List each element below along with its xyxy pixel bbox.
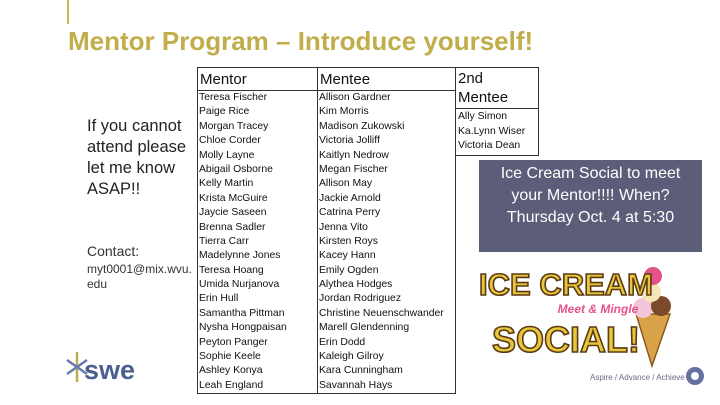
mentee-name: Jackie Arnold	[319, 192, 381, 204]
mentee-name: Allison May	[319, 178, 373, 190]
mentee-name: Madison Zukowski	[319, 120, 405, 132]
mentor-header: Mentor	[198, 68, 318, 91]
mentee-name: Kara Cunningham	[319, 365, 403, 377]
mentor-name: Kelly Martin	[199, 178, 254, 190]
mentor-name: Tierra Carr	[199, 235, 249, 247]
mentor-name: Erin Hull	[199, 293, 239, 305]
mentor-name: Ashley Konya	[199, 365, 263, 377]
mentee-name: Kirsten Roys	[319, 235, 378, 247]
mentee-name: Alythea Hodges	[319, 279, 393, 291]
mentee-name: Catrina Perry	[319, 207, 381, 219]
mentor-name: Samantha Pittman	[199, 307, 285, 319]
mentee-name: Jenna Vito	[319, 221, 368, 233]
second-mentee-name: Ally Simon	[458, 111, 508, 122]
second-mentee-name: Victoria Dean	[458, 140, 521, 152]
second-mentee-name: Ka.Lynn Wiser	[458, 125, 526, 137]
mentor-name: Teresa Fischer	[199, 92, 268, 103]
footer-tagline: Aspire / Advance / Achieve	[590, 373, 685, 382]
mentor-name: Peyton Panger	[199, 336, 268, 348]
mentor-name: Molly Layne	[199, 149, 255, 161]
ice-cream-social-notice: Ice Cream Social to meet your Mentor!!!! When? Thursday Oct. 4 at 5:30	[479, 160, 702, 252]
mentee-name: Megan Fischer	[319, 163, 388, 175]
swe-brand: swe	[84, 355, 136, 385]
mentor-name: Nysha Hongpaisan	[199, 322, 287, 334]
corner-logo-icon	[686, 367, 704, 385]
mentee-name: Kacey Hann	[319, 250, 376, 262]
mentee-name: Victoria Jolliff	[319, 135, 380, 147]
mentor-name: Brenna Sadler	[199, 221, 266, 233]
mentee-name: Kaleigh Gilroy	[319, 351, 384, 363]
mentee-name: Christine Neuenschwander	[319, 307, 444, 319]
logo-line-3: SOCIAL!	[492, 319, 640, 360]
mentor-name: Madelynne Jones	[199, 250, 281, 262]
mentor-name: Jaycie Saseen	[199, 207, 267, 219]
mentee-name: Erin Dodd	[319, 336, 366, 348]
second-mentee-table	[455, 67, 539, 156]
mentee-header: Mentee	[318, 68, 456, 91]
mentee-name: Emily Ogden	[319, 264, 379, 276]
mentee-list	[319, 91, 454, 393]
logo-line-1: ICE CREAM	[479, 267, 653, 302]
mentor-name: Paige Rice	[199, 106, 250, 118]
ice-cream-social-logo	[479, 262, 673, 367]
mentor-list	[199, 91, 316, 393]
mentor-mentee-table	[197, 67, 456, 394]
mentor-name: Morgan Tracey	[199, 120, 269, 132]
mentor-name: Umida Nurjanova	[199, 279, 280, 291]
mentee-name: Marell Glendenning	[319, 322, 410, 334]
mentor-name: Krista McGuire	[199, 192, 268, 204]
contact-label: Contact:	[87, 243, 140, 259]
mentor-name: Sophie Keele	[199, 351, 261, 363]
mentee-name: Kim Morris	[319, 106, 369, 118]
mentor-name: Chloe Corder	[199, 135, 261, 147]
top-accent-line	[67, 0, 69, 24]
mentee-name: Kaitlyn Nedrow	[319, 149, 389, 161]
mentor-name: Leah England	[199, 379, 264, 391]
second-mentee-list	[456, 109, 539, 156]
second-mentee-header: 2nd Mentee	[456, 68, 539, 109]
logo-line-2: Meet & Mingle	[557, 302, 639, 316]
attendance-message: If you cannot attend please let me know ASAP!!	[87, 117, 187, 198]
contact-email: myt0001@mix.wvu.edu	[87, 262, 192, 291]
mentor-name: Abigail Osborne	[199, 163, 273, 175]
mentee-name: Jordan Rodriguez	[319, 293, 402, 305]
slide-title: Mentor Program – Introduce yourself!	[68, 26, 534, 56]
mentee-name: Savannah Hays	[319, 379, 393, 391]
mentor-name: Teresa Hoang	[199, 264, 264, 276]
mentee-name: Allison Gardner	[319, 92, 391, 103]
